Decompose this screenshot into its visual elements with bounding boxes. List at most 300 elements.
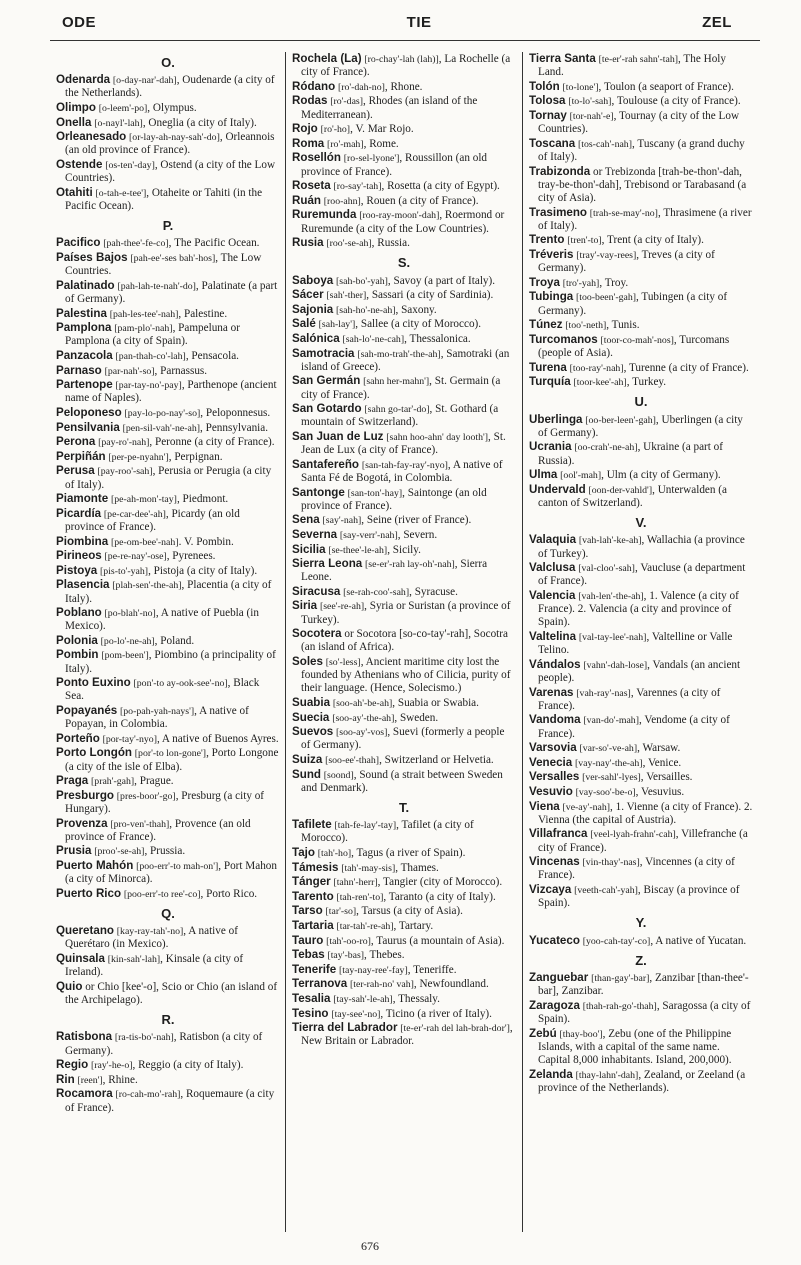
entry-headword: Uberlinga <box>529 412 583 426</box>
entry-definition: , Biscay (a province of Spain). <box>538 883 740 910</box>
entry-pronunciation: [ve-ay'-nah] <box>562 801 610 813</box>
entry-headword: Suevos <box>292 725 334 739</box>
entry-headword: Yucateco <box>529 933 580 947</box>
entry-pronunciation: [pro-ven'-thah] <box>110 818 170 830</box>
dictionary-entry <box>292 528 516 542</box>
entry-headword: Valaquia <box>529 533 577 547</box>
dictionary-entry <box>292 236 516 250</box>
entry-definition: , Oneglia (a city of Italy). <box>142 116 257 129</box>
entry-pronunciation: [ro-sel-lyone'] <box>343 153 400 165</box>
page-number: 676 <box>361 1239 379 1253</box>
entry-definition: , Venice. <box>642 756 682 769</box>
entry-definition: or Socotora [so-co-tay'-rah], Socotra (an island of Africa). <box>301 628 508 654</box>
entry-headword: San Germán <box>292 374 361 388</box>
entry-definition: , Russia. <box>371 237 410 250</box>
entry-pronunciation: [par-tay-no'-pay] <box>115 380 182 392</box>
entry-definition: , A native of Puebla (in Mexico). <box>65 607 259 633</box>
dictionary-entry <box>292 402 516 429</box>
entry-definition: , Vendome (a city of France). <box>538 714 730 740</box>
entry-definition: , Piombino (a principality of Italy). <box>65 649 276 675</box>
dictionary-entry <box>56 1030 280 1057</box>
entry-headword: Trabizonda <box>529 164 591 178</box>
entry-definition: , Roussillon (an old province of France). <box>301 152 488 178</box>
entry-definition: , 1. Vienne (a city of France). 2. Vienna (the capital of Austria). <box>538 800 753 826</box>
entry-headword: Sierra Leona <box>292 557 363 571</box>
entry-pronunciation: [ter-rah-no' vah] <box>350 979 414 991</box>
dictionary-entry <box>56 349 280 363</box>
dictionary-entry <box>529 1027 753 1068</box>
entry-definition: , Taurus (a mountain of Asia). <box>370 934 505 947</box>
entry-definition: , Porto Rico. <box>200 887 258 900</box>
entry-definition: , Picardy (an old province of France). <box>65 507 240 533</box>
entry-headword: Plasencia <box>56 578 110 592</box>
entry-definition: , Perusia or Perugia (a city of Italy). <box>65 465 272 491</box>
entry-definition: , Suevi (formerly a people of Germany). <box>301 726 505 752</box>
dictionary-entry <box>529 686 753 713</box>
dictionary-entry <box>56 844 280 858</box>
entry-pronunciation: [pay-ro'-nah] <box>98 437 150 449</box>
entry-definition: , Zebu (one of the Philippine Islands, with a capital of the same name. Capital 8,000 inhabitants. Island, 200,000). <box>538 1027 732 1066</box>
entry-headword: Ratisbona <box>56 1030 113 1044</box>
dictionary-entry <box>292 992 516 1006</box>
entry-headword: Ucrania <box>529 440 572 454</box>
dictionary-entry <box>56 549 280 563</box>
entry-headword: Panzacola <box>56 348 113 362</box>
dictionary-entry <box>529 233 753 247</box>
entry-pronunciation: [tah-fe-lay'-tay] <box>334 820 397 832</box>
dictionary-entry <box>292 430 516 457</box>
entry-definition: , Villefranche (a city of France). <box>538 828 748 854</box>
entry-headword: Sicilia <box>292 542 326 556</box>
entry-pronunciation: [too'-neth] <box>565 320 607 332</box>
entry-definition: , Peronne (a city of France). <box>149 436 275 449</box>
entry-headword: Socotera <box>292 627 342 641</box>
dictionary-entry <box>292 208 516 235</box>
entry-definition: , Parnassus. <box>154 364 208 377</box>
entry-pronunciation: [soo-ah'-be-ah] <box>332 698 393 710</box>
entry-definition: , Tartary. <box>393 920 434 933</box>
entry-definition: , Rhone. <box>384 80 423 93</box>
dictionary-entry <box>292 543 516 557</box>
section-letter: U. <box>634 394 648 410</box>
entry-definition: , St. Jean de Lux (a city of France). <box>301 430 506 457</box>
entry-headword: Tenerife <box>292 962 337 976</box>
entry-pronunciation: [pay-roo'-sah] <box>97 466 153 478</box>
entry-headword: Támesis <box>292 860 339 874</box>
entry-definition: , Ostend (a city of the Low Countries). <box>65 158 276 185</box>
dictionary-entry <box>292 585 516 599</box>
entry-headword: Suecia <box>292 710 330 724</box>
entry-headword: Siria <box>292 599 318 613</box>
entry-definition: , Pennsylvania. <box>200 421 269 434</box>
entry-pronunciation: [po-lo'-ne-ah] <box>100 635 155 647</box>
dictionary-entry <box>292 1007 516 1021</box>
entry-pronunciation: [o-leem'-po] <box>98 103 148 114</box>
entry-definition: , Oudenarde (a city of the Netherlands). <box>65 74 275 100</box>
dictionary-entry <box>292 655 516 696</box>
entry-pronunciation: [oon-der-vahld'] <box>588 484 653 496</box>
entry-pronunciation: [tah'-ho] <box>317 848 352 860</box>
entry-definition: , Warsaw. <box>637 742 681 755</box>
entry-headword: San Juan de Luz <box>292 429 384 443</box>
entry-definition: , Wallachia (a province of Turkey). <box>538 534 745 560</box>
entry-headword: Vándalos <box>529 657 581 671</box>
entry-headword: Palestina <box>56 306 107 320</box>
dictionary-entry <box>292 122 516 136</box>
dictionary-entry <box>529 800 753 827</box>
entry-pronunciation: [or-lay-ah-nay-sah'-do] <box>129 132 220 144</box>
dictionary-entry <box>56 507 280 534</box>
entry-pronunciation: [roo-ray-moon'-dah] <box>359 210 440 222</box>
entry-pronunciation: [san-tah-fay-ray'-nyo] <box>361 459 448 471</box>
entry-headword: Peloponeso <box>56 405 122 419</box>
entry-definition: , Sierra Leone. <box>301 558 488 584</box>
dictionary-entry <box>292 94 516 121</box>
entry-pronunciation: [tar-tah'-re-ah] <box>336 921 394 933</box>
entry-headword: Presburgo <box>56 788 114 802</box>
entry-definition: , Seine (river of France). <box>361 514 472 527</box>
entry-pronunciation: [thah-rah-go'-thah] <box>582 1000 657 1012</box>
entry-pronunciation: [vah-len'-the-ah] <box>578 590 644 602</box>
dictionary-columns <box>56 52 770 1232</box>
entry-definition: , A native of Popayan, in Colombia. <box>65 705 249 731</box>
entry-definition: , Severn. <box>397 528 438 541</box>
dictionary-entry <box>292 288 516 302</box>
dictionary-entry <box>56 606 280 633</box>
entry-definition: , Suabia or Swabia. <box>392 697 479 710</box>
entry-headword: Siracusa <box>292 584 341 598</box>
entry-pronunciation: [pe-car-dee'-ah] <box>103 508 166 520</box>
entry-headword: Trento <box>529 233 565 247</box>
entry-headword: Tartaria <box>292 919 334 933</box>
section-letter: Z. <box>635 952 647 968</box>
entry-definition: , Thames. <box>395 861 439 874</box>
dictionary-entry <box>56 746 280 773</box>
entry-headword: Varenas <box>529 685 574 699</box>
entry-pronunciation: [ra-tis-bo'-nah] <box>114 1032 174 1044</box>
entry-headword: Prusia <box>56 844 92 858</box>
entry-headword: Palatinado <box>56 278 115 292</box>
entry-headword: Turcomanos <box>529 332 598 346</box>
entry-definition: , Teneriffe. <box>407 963 457 976</box>
entry-headword: Toscana <box>529 136 576 150</box>
entry-pronunciation: [sahn hoo-ahn' day looth'] <box>386 431 489 443</box>
entry-definition: , Toulouse (a city of France). <box>611 95 741 108</box>
entry-headword: Sena <box>292 513 320 527</box>
entry-pronunciation: [pom-been'] <box>101 650 149 662</box>
entry-definition: , Saintonge (an old province of France). <box>301 486 487 512</box>
entry-pronunciation: [sah-bo'-yah] <box>336 275 388 287</box>
entry-pronunciation: [se-rah-coo'-sah] <box>343 586 410 598</box>
entry-headword: Tolosa <box>529 94 566 108</box>
entry-headword: Tesalia <box>292 992 331 1005</box>
entry-definition: , Taranto (a city of Italy). <box>383 890 496 903</box>
entry-pronunciation: [o-nayl'-lah] <box>94 117 143 129</box>
entry-headword: Zelanda <box>529 1067 573 1081</box>
dictionary-entry <box>529 756 753 770</box>
entry-definition: , Versailles. <box>640 771 693 784</box>
dictionary-entry <box>292 179 516 193</box>
entry-definition: , Presburg (a city of Hungary). <box>65 789 265 816</box>
entry-pronunciation: [to-lo'-sah] <box>568 96 612 108</box>
dictionary-entry <box>529 80 753 94</box>
entry-headword: Polonia <box>56 633 98 647</box>
dictionary-entry <box>292 861 516 875</box>
dictionary-entry <box>292 1021 516 1048</box>
entry-pronunciation: [ro'-das] <box>330 96 364 108</box>
dictionary-entry <box>292 137 516 151</box>
entry-pronunciation: [sahn her-mahn'] <box>363 376 430 388</box>
entry-headword: Onella <box>56 115 92 129</box>
dictionary-entry <box>529 318 753 332</box>
dictionary-entry <box>529 52 753 79</box>
entry-headword: Turquía <box>529 375 571 389</box>
entry-headword: Tornay <box>529 108 567 122</box>
entry-headword: Rusia <box>292 236 324 250</box>
entry-pronunciation: [ro'-dah-no] <box>337 81 385 93</box>
entry-headword: Sund <box>292 767 321 781</box>
entry-headword: Suabia <box>292 696 331 710</box>
entry-definition: , Ukraine (a part of Russia). <box>538 441 723 467</box>
entry-pronunciation: [tor-nah'-e] <box>569 110 614 122</box>
entry-definition: , Piedmont. <box>176 493 229 506</box>
entry-headword: Salónica <box>292 331 340 345</box>
dictionary-entry <box>56 952 280 979</box>
entry-definition: , A native of Yucatan. <box>650 934 747 947</box>
dictionary-entry <box>56 421 280 435</box>
entry-pronunciation: [pah-ee'-ses bah'-hos] <box>130 252 216 264</box>
entry-definition: , Zealand, or Zeeland (a province of the Netherlands). <box>538 1068 746 1094</box>
dictionary-entry <box>292 513 516 527</box>
entry-definition: , Turenne (a city of France). <box>623 361 749 374</box>
entry-pronunciation: [proo'-se-ah] <box>94 846 145 858</box>
dictionary-entry <box>56 564 280 578</box>
entry-definition: , Vincennes (a city of France). <box>538 856 735 882</box>
entry-definition: , Kinsale (a city of Ireland). <box>65 953 244 979</box>
entry-pronunciation: [tos-cah'-nah] <box>577 138 632 150</box>
entry-headword: Tánger <box>292 875 331 889</box>
entry-pronunciation: [po-pah-yah-nays'] <box>120 706 195 718</box>
dictionary-entry <box>529 827 753 854</box>
entry-headword: Pacifico <box>56 236 101 250</box>
entry-definition: , Roermond or Ruremunde (a city of the Low Countries). <box>301 209 505 235</box>
entry-pronunciation: [por-tay'-nyo] <box>102 733 157 745</box>
entry-headword: Pistoya <box>56 563 98 577</box>
entry-pronunciation: [san-ton'-hay] <box>347 487 403 499</box>
entry-definition: , Pensacola. <box>185 349 239 362</box>
entry-headword: Valtelina <box>529 629 577 643</box>
entry-headword: Orleanesado <box>56 130 127 144</box>
entry-headword: Terranova <box>292 977 348 991</box>
dictionary-entry <box>292 904 516 918</box>
entry-definition: , V. Mar Rojo. <box>350 123 414 136</box>
entry-pronunciation: [val-tay-lee'-nah] <box>578 631 647 643</box>
dictionary-entry <box>56 535 280 549</box>
entry-headword: Pirineos <box>56 549 102 563</box>
entry-pronunciation: [pres-boor'-go] <box>116 790 176 802</box>
entry-pronunciation: [thay-boo'] <box>559 1028 603 1040</box>
entry-headword: Olimpo <box>56 101 96 114</box>
entry-definition: , Tunis. <box>606 319 640 332</box>
entry-headword: Soles <box>292 655 323 669</box>
dictionary-entry <box>56 130 280 157</box>
entry-pronunciation: [vah-lah'-ke-ah] <box>578 535 642 547</box>
entry-definition: , Thrasimene (a river of Italy). <box>538 206 752 232</box>
entry-headword: Perusa <box>56 464 95 478</box>
entry-pronunciation: [soond] <box>323 769 354 781</box>
section-letter: R. <box>161 1012 175 1028</box>
entry-definition: , Vesuvius. <box>635 785 685 798</box>
entry-headword: Parnaso <box>56 363 102 377</box>
column-1 <box>56 52 280 1115</box>
entry-definition: , The Pacific Ocean. <box>168 237 260 250</box>
entry-headword: Rojo <box>292 122 318 136</box>
entry-definition: , Rome. <box>363 137 399 150</box>
entry-headword: Vesuvio <box>529 784 573 798</box>
entry-headword: Queretano <box>56 924 114 938</box>
dictionary-entry <box>529 468 753 482</box>
entry-definition: , Orleannois (an old province of France). <box>65 131 275 157</box>
dictionary-entry <box>56 817 280 844</box>
section-letter: V. <box>635 515 647 531</box>
dictionary-entry <box>529 589 753 630</box>
dictionary-entry <box>56 887 280 901</box>
entry-pronunciation: [sah'-ther] <box>326 290 367 302</box>
entry-definition: , Pampeluna or Pamplona (a city of Spain). <box>65 322 240 348</box>
entry-headword: Porteño <box>56 731 100 745</box>
entry-definition: , Uberlingen (a city of Germany). <box>538 413 743 439</box>
entry-definition: , Syria or Suristan (a province of Turkey). <box>301 600 511 626</box>
entry-pronunciation: [var-so'-ve-ah] <box>579 743 638 755</box>
entry-definition: , Troy. <box>599 276 629 289</box>
entry-headword: Popayanés <box>56 704 118 718</box>
dictionary-entry <box>529 713 753 740</box>
entry-pronunciation: [oo-ber-leen'-gah] <box>585 414 656 426</box>
entry-headword: Puerto Mahón <box>56 859 134 873</box>
entry-pronunciation: [ro'-ho] <box>320 124 351 136</box>
entry-definition: , Sound (a strait between Sweden and Denmark). <box>301 768 503 794</box>
entry-pronunciation: [van-do'-mah] <box>583 715 639 727</box>
dictionary-entry <box>292 919 516 933</box>
dictionary-entry <box>56 435 280 449</box>
entry-pronunciation: [too-ray'-nah] <box>569 362 624 374</box>
entry-headword: Pamplona <box>56 321 112 335</box>
entry-headword: Venecia <box>529 755 573 769</box>
entry-headword: Quinsala <box>56 952 105 966</box>
entry-pronunciation: [veeth-cah'-yah] <box>574 884 638 896</box>
entry-pronunciation: [pan-thah-co'-lah] <box>115 350 186 362</box>
dictionary-entry <box>56 1058 280 1072</box>
entry-pronunciation: [kin-sah'-lah] <box>107 954 161 966</box>
dictionary-entry <box>56 492 280 506</box>
dictionary-entry <box>529 971 753 998</box>
entry-definition: , Perpignan. <box>168 450 223 463</box>
entry-definition: , Zanzibar [than-thee'-bar], Zanzibar. <box>538 971 749 998</box>
dictionary-entry <box>292 599 516 626</box>
dictionary-entry <box>56 464 280 491</box>
entry-headword: Tauro <box>292 933 324 947</box>
entry-headword: Regio <box>56 1058 89 1072</box>
entry-definition: , Ratisbon (a city of Germany). <box>65 1031 263 1057</box>
entry-headword: Ulma <box>529 468 558 482</box>
column-2 <box>292 52 516 1049</box>
entry-pronunciation: [plah-sen'-the-ah] <box>112 580 182 592</box>
entry-pronunciation: [tah'-may-sis] <box>341 862 396 874</box>
entry-pronunciation: [than-gay'-bar] <box>591 972 650 984</box>
dictionary-entry <box>56 236 280 250</box>
dictionary-entry <box>292 52 516 79</box>
entry-pronunciation: [trah-se-may'-no] <box>589 207 658 219</box>
entry-headword: Saboya <box>292 273 334 287</box>
entry-pronunciation: [vahn'-dah-lose] <box>583 659 648 671</box>
dictionary-entry <box>529 137 753 164</box>
entry-pronunciation: [ro-cah-mo'-rah] <box>115 1089 181 1101</box>
entry-headword: Perpiñán <box>56 449 106 463</box>
entry-pronunciation: [tar'-so] <box>325 906 357 918</box>
dictionary-entry <box>529 413 753 440</box>
dictionary-entry <box>529 165 753 206</box>
entry-headword: Tebas <box>292 948 325 962</box>
section-letter: Y. <box>635 915 647 931</box>
entry-headword: Piombina <box>56 534 109 548</box>
entry-headword: Sajonia <box>292 302 334 316</box>
dictionary-entry <box>292 194 516 208</box>
entry-headword: Tierra del Labrador <box>292 1021 398 1035</box>
column-divider <box>285 52 286 1232</box>
dictionary-entry <box>529 483 753 510</box>
header-right-guide-word: ZEL <box>702 14 732 31</box>
entry-pronunciation: [to-lone'] <box>562 81 599 93</box>
entry-headword: Suiza <box>292 753 323 767</box>
entry-pronunciation: [tay-see'-no] <box>331 1008 381 1020</box>
entry-pronunciation: [say-verr'-nah] <box>339 529 398 541</box>
entry-pronunciation: [ver-sahl'-lyes] <box>582 772 641 784</box>
entry-definition: , The Holy Land. <box>538 53 726 79</box>
entry-pronunciation: [tay-nay-ree'-fay] <box>339 964 408 976</box>
entry-pronunciation: [o-tah-e-tee'] <box>95 187 147 199</box>
dictionary-entry <box>292 80 516 94</box>
entry-pronunciation: [soo-ay'-vos] <box>336 727 388 739</box>
entry-definition: , Rosetta (a city of Egypt). <box>381 180 500 193</box>
entry-headword: Zanguebar <box>529 970 589 984</box>
entry-headword: Perona <box>56 435 96 449</box>
entry-pronunciation: [soo-ay'-the-ah] <box>332 712 395 724</box>
entry-definition: , Tangier (city of Morocco). <box>377 876 503 889</box>
entry-headword: Turena <box>529 360 567 374</box>
entry-pronunciation: [se-thee'-le-ah] <box>328 544 388 556</box>
entry-headword: Viena <box>529 799 560 813</box>
dictionary-entry <box>292 875 516 889</box>
entry-pronunciation: [pe-om-bee'-nah] <box>110 536 179 548</box>
dictionary-entry <box>529 109 753 136</box>
entry-headword: Ródano <box>292 79 336 93</box>
entry-pronunciation: [tray'-vay-rees] <box>576 249 637 261</box>
entry-definition: , Newfoundland. <box>413 978 489 991</box>
entry-headword: Tarso <box>292 904 323 918</box>
entry-headword: Vincenas <box>529 855 580 869</box>
entry-headword: Poblano <box>56 606 102 620</box>
entry-headword: Valclusa <box>529 561 576 575</box>
dictionary-entry <box>56 924 280 951</box>
entry-headword: Roseta <box>292 179 331 193</box>
dictionary-entry <box>56 648 280 675</box>
entry-headword: Trasimeno <box>529 205 587 219</box>
entry-definition: , Tuscany (a grand duchy of Italy). <box>538 137 745 163</box>
entry-headword: Tarento <box>292 889 334 903</box>
entry-pronunciation: [pe-re-nay'-ose] <box>104 551 167 563</box>
entry-definition: , St. Gothard (a mountain of Switzerland). <box>301 403 499 429</box>
entry-definition: , Poland. <box>154 634 195 647</box>
